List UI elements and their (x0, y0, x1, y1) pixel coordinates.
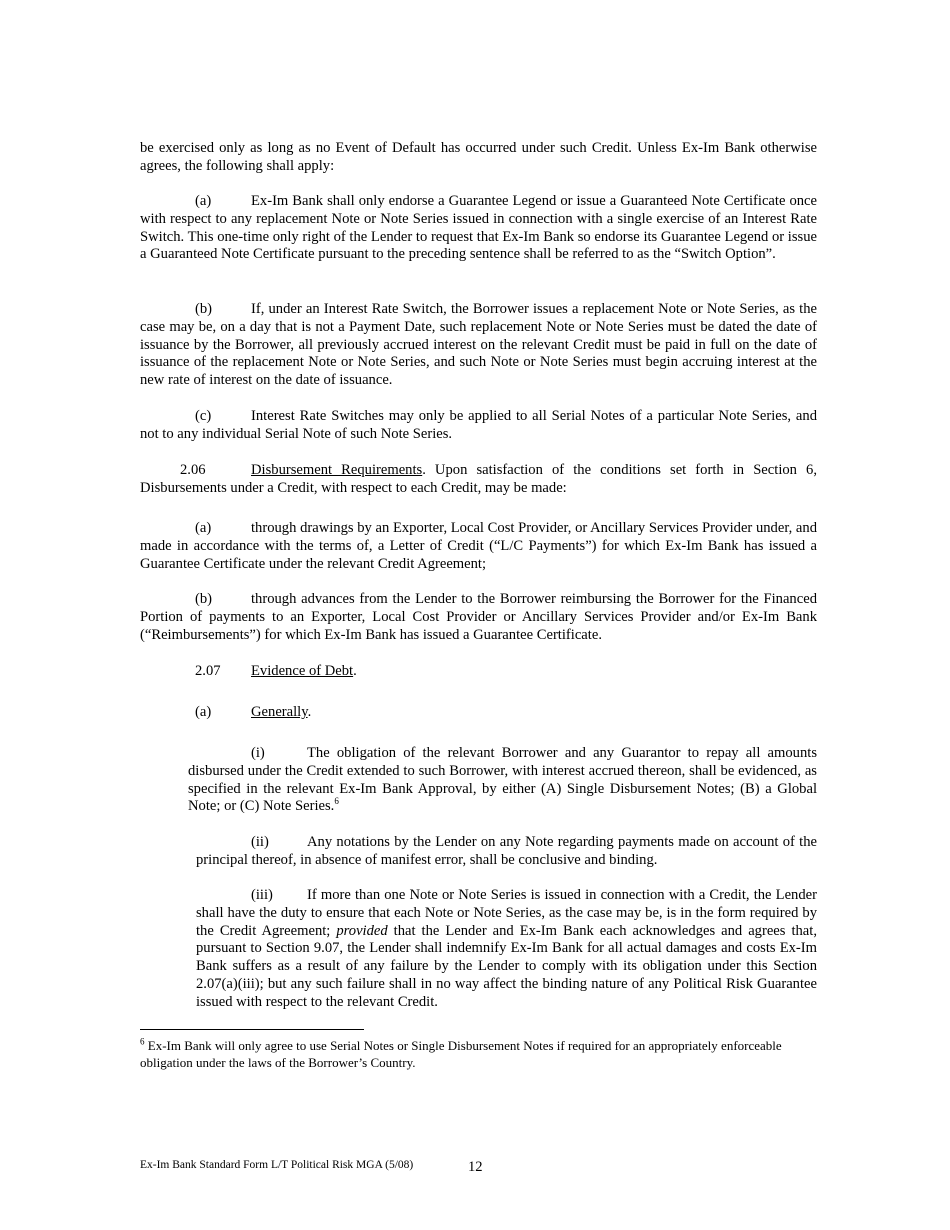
paragraph-text: . Upon satisfaction of the conditions set forth in Section 6, Disbursements under a Credit, with respect to each Credit, may be made: (140, 462, 817, 496)
paragraph-text: If, under an Interest Rate Switch, the Borrower issues a replacement Note or Note Series, as the case may be, on a day that is not a Payment Date, such replacement Note or Note Series must be dated the date of issuance by the Borrower, all previously accrued interest on the relevant Credit must be paid in full on the date of issuance of the replacement Note or Note Series, and such Note or Note Series must begin accruing interest at the new rate of interest on the date of issuance. (140, 301, 817, 389)
subsection-generally (140, 704, 817, 722)
paragraph-c-switch (140, 408, 817, 444)
footnote-separator (140, 1029, 364, 1030)
list-marker: (a) (195, 704, 212, 720)
paragraph-text: through advances from the Lender to the Borrower reimbursing the Borrower for the Financed Portion of payments to an Exporter, Local Cost Provider or Ancillary Services Provider and/or Ex-Im Bank (“Reimbursements”) for which Ex-Im Bank has issued a Guarantee Certificate. (140, 591, 817, 643)
list-marker: (a) (195, 520, 212, 536)
section-number: 2.07 (195, 663, 221, 679)
paragraph-text: be exercised only as long as no Event of Default has occurred under such Credit. Unless Ex-Im Bank otherwise agrees, the following shall apply: (140, 140, 817, 174)
list-marker: (i) (251, 745, 265, 761)
paragraph-a-switch (140, 193, 817, 264)
section-2-07 (140, 663, 817, 681)
footnote-reference: 6 (334, 796, 339, 807)
list-marker: (b) (195, 591, 213, 607)
paragraph-text: that the Lender and Ex-Im Bank each acknowledges and agrees that, pursuant to Section 9.07, the Lender shall indemnify Ex-Im Bank for all actual damages and costs Ex-Im Bank suffers as a result of any failure by the Lender to comply with its obligation under this Section 2.07(a)(iii); but any such failure shall in no way affect the binding nature of any Political Risk Guarantee issued with respect to the relevant Credit. (196, 922, 817, 1010)
paragraph-text: The obligation of the relevant Borrower and any Guarantor to repay all amounts disbursed under the Credit extended to such Borrower, with interest accrued thereon, shall be evidenced, as specified in the relevant Ex-Im Bank Approval, by either (A) Single Disbursement Notes; (B) a Global Note; or (C) Note Series. (188, 745, 817, 815)
list-marker: (ii) (251, 834, 269, 850)
footnote-number: 6 (140, 1036, 145, 1047)
paragraph-text: If more than one Note or Note Series is issued in connection with a Credit, the Lender shall have the duty to ensure that each Note or Note Series, as the case may be, is in the form required by the Credit Agreement; (196, 887, 817, 939)
subsection-title: Generally (251, 704, 308, 720)
paragraph-text: through drawings by an Exporter, Local Cost Provider, or Ancillary Services Provider under, and made in accordance with the terms of, a Letter of Credit (“L/C Payments”) for which Ex-Im Bank has issued a Guarantee Certificate under the relevant Credit Agreement; (140, 520, 817, 572)
italic-term: provided (336, 922, 388, 939)
section-title: Evidence of Debt (251, 663, 354, 679)
punctuation: . (307, 704, 312, 720)
footer-text: Ex-Im Bank Standard Form L/T Political Risk MGA (5/08) (140, 1159, 414, 1171)
clause-iii (196, 887, 817, 1012)
list-marker: (b) (195, 301, 213, 317)
footnote (140, 1037, 817, 1071)
clause-i (188, 745, 817, 816)
section-2-06 (140, 462, 817, 498)
punctuation: . (353, 663, 357, 679)
paragraph-intro (140, 140, 817, 176)
paragraph-text: Any notations by the Lender on any Note regarding payments made on account of the principal thereof, in absence of manifest error, shall be conclusive and binding. (196, 834, 817, 868)
page-number: 12 (468, 1159, 483, 1175)
paragraph-text: Ex-Im Bank shall only endorse a Guarantee Legend or issue a Guaranteed Note Certificate once with respect to any replacement Note or Note Series issued in connection with a single exercise of an Interest Rate Switch. This one-time only right of the Lender to request that Ex-Im Bank so endorse its Guarantee Legend or issue a Guaranteed Note Certificate pursuant to the preceding sentence shall be referred to as the “Switch Option”. (140, 193, 817, 263)
list-marker: (iii) (251, 887, 273, 903)
paragraph-b-switch (140, 301, 817, 390)
paragraph-text: Interest Rate Switches may only be applied to all Serial Notes of a particular Note Series, and not to any individual Serial Note of such Note Series. (140, 408, 817, 442)
section-title: Disbursement Requirements (251, 462, 423, 478)
section-number: 2.06 (180, 462, 206, 478)
footnote-text: Ex-Im Bank will only agree to use Serial Notes or Single Disbursement Notes if required for an appropriately enforceable obligation under the laws of the Borrower’s Country. (140, 1038, 782, 1070)
list-marker: (c) (195, 408, 212, 424)
list-marker: (a) (195, 193, 212, 209)
clause-ii (196, 834, 817, 870)
paragraph-disbursement-a (140, 520, 817, 573)
paragraph-disbursement-b (140, 591, 817, 644)
